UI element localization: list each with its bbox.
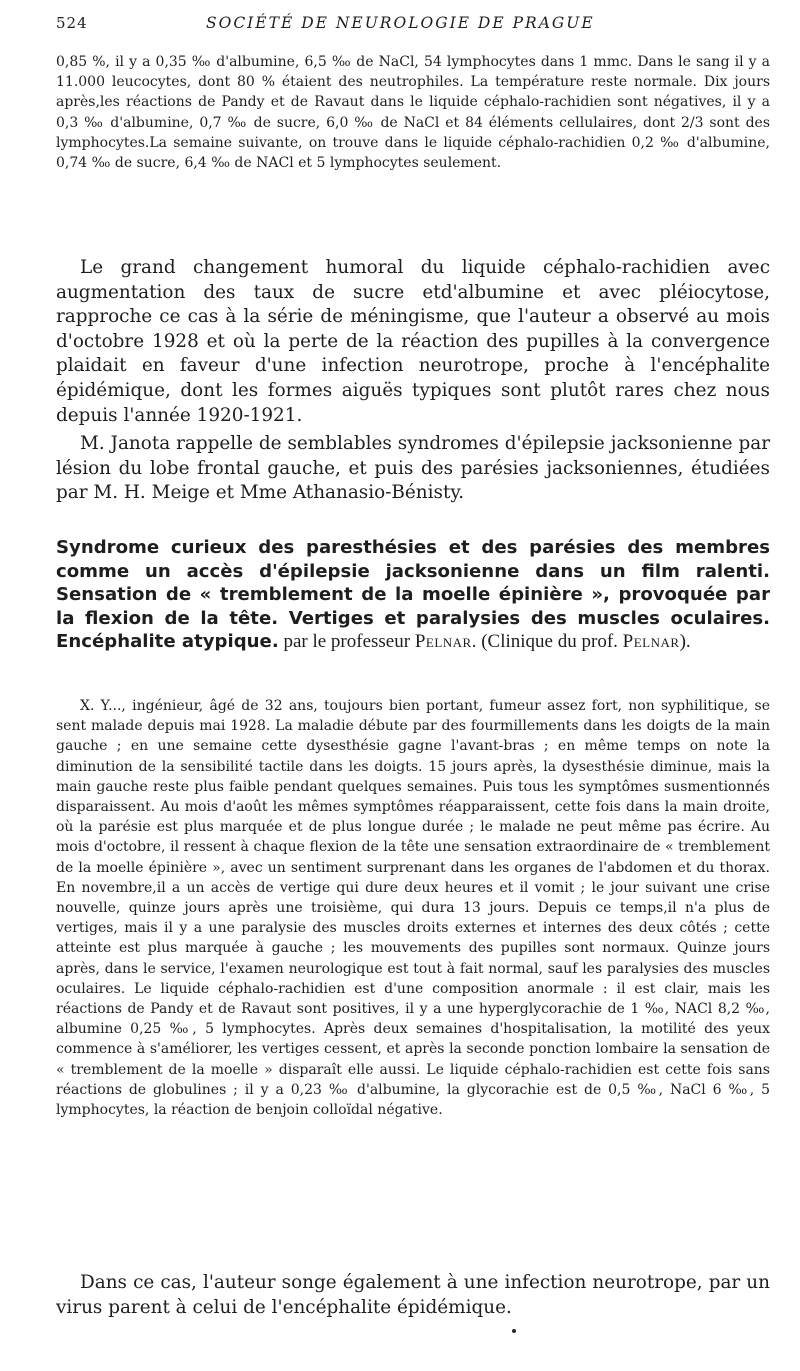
article-title-text: Syndrome curieux des paresthésies et des parésies des membres comme un accès d'épilepsie jacksonienne dans un film ralenti. Sensation de « tremblement de la moelle épinière », provoquée par la flexion de la tête. Vertiges et paralysies des muscles oculaires. Encéphalite atypique. — [56, 537, 770, 653]
case-report: X. Y..., ingénieur, âgé de 32 ans, toujours bien portant, fumeur assez fort, non syphilitique, se sent malade depuis mai 1928. La maladie débute par des fourmillements dans les doigts de la main gauche ; en une semaine cette dysesthésie gagne l'avant-bras ; en même temps on note la diminution de la sensibilité tactile dans les doigts. 15 jours après, la dysesthésie diminue, mais la main gauche reste plus faible pendant quelques semaines. Puis tous les symptômes susmentionnés disparaissent. Au mois d'août les mêmes symptômes réapparaissent, cette fois dans la main droite, où la parésie est plus marquée et de plus longue durée ; le malade ne peut même pas écrire. Au mois d'octobre, il ressent à chaque flexion de la tête une sensation extraordinaire de « tremblement de la moelle épinière », avec un sentiment surprenant dans les organes de l'abdomen et du thorax. En novembre,il a un accès de vertige qui dure deux heures et il vomit ; le jour suivant une crise nouvelle, quinze jours après une troisième, qui dura 13 jours. Depuis ce temps,il n'a plus de vertiges, mais il y a une paralysie des muscles droits externes et internes des deux côtés ; cette atteinte est plus marquée à gauche ; les mouvements des pupilles sont normaux. Quinze jours après, dans le service, l'examen neurologique est tout à fait normal, sauf les paralysies des muscles oculaires. Le liquide céphalo-rachidien est d'une composition anormale : il est clair, mais les réactions de Pandy et de Ravaut sont positives, il y a une hyperglycorachie de 1 ‰, NACl 8,2 ‰, albumine 0,25 ‰, 5 lymphocytes. Après deux semaines d'hospitalisation, la motilité des yeux commence à s'améliorer, les vertiges cessent, et après la seconde ponction lombaire la sensation de « tremblement de la moelle » disparaît elle aussi. Le liquide céphalo-rachidien est cette fois sans réactions de globulines ; il y a 0,23 ‰ d'albumine, la glycorachie est de 0,5 ‰, NaCl 6 ‰, 5 lymphocytes, la réaction de benjoin colloïdal négative. — [56, 698, 770, 1119]
page-number: 524 — [56, 14, 88, 32]
paragraph-janota-remark: M. Janota rappelle de semblables syndromes d'épilepsie jacksonienne par lésion du lobe frontal gauche, et puis des parésies jacksoniennes, étudiées par M. H. Meige et Mme Athanasio-Bénisty. — [56, 433, 770, 504]
article-by: par le professeur — [278, 631, 415, 653]
conclusion-paragraph: Dans ce cas, l'auteur songe également à une infection neurotrope, par un virus parent à celui de l'encéphalite épidémique. — [56, 1272, 770, 1318]
page-header — [56, 14, 760, 38]
print-mark — [512, 1329, 516, 1333]
article-affiliation-name: Pelnar — [622, 631, 680, 653]
article-author: Pelnar — [414, 631, 472, 653]
article-title — [56, 536, 770, 654]
paragraph-lab-results: 0,85 %, il y a 0,35 ‰ d'albumine, 6,5 ‰ de NaCl, 54 lymphocytes dans 1 mmc. Dans le sang il y a 11.000 leucocytes, dont 80 % étaient des neutrophiles. La température reste normale. Dix jours après,les réactions de Pandy et de Ravaut dans le liquide céphalo-rachidien sont négatives, il y a 0,3 ‰ d'albumine, 0,7 ‰ de sucre, 6,0 ‰ de NaCl et 84 éléments cellulaires, dont 2/3 sont des lymphocytes.La semaine suivante, on trouve dans le liquide céphalo-rachidien 0,2 ‰ d'albumine, 0,74 ‰ de sucre, 6,4 ‰ de NACl et 5 lymphocytes seulement. — [56, 54, 770, 172]
paragraph-discussion: Le grand changement humoral du liquide céphalo-rachidien avec augmentation des taux de sucre etd'albumine et avec pléiocytose, rapproche ce cas à la série de méningisme, que l'auteur a observé au mois d'octobre 1928 et où la perte de la réaction des pupilles à la convergence plaidait en faveur d'une infection neurotrope, proche à l'encéphalite épidémique, dont les formes aiguës typiques sont plutôt rares chez nous depuis l'année 1920-1921. — [56, 257, 770, 426]
running-title: SOCIÉTÉ DE NEUROLOGIE DE PRAGUE — [206, 14, 595, 32]
article-affiliation-close: ). — [679, 631, 691, 653]
article-affiliation-open: . (Clinique du prof. — [471, 631, 623, 653]
